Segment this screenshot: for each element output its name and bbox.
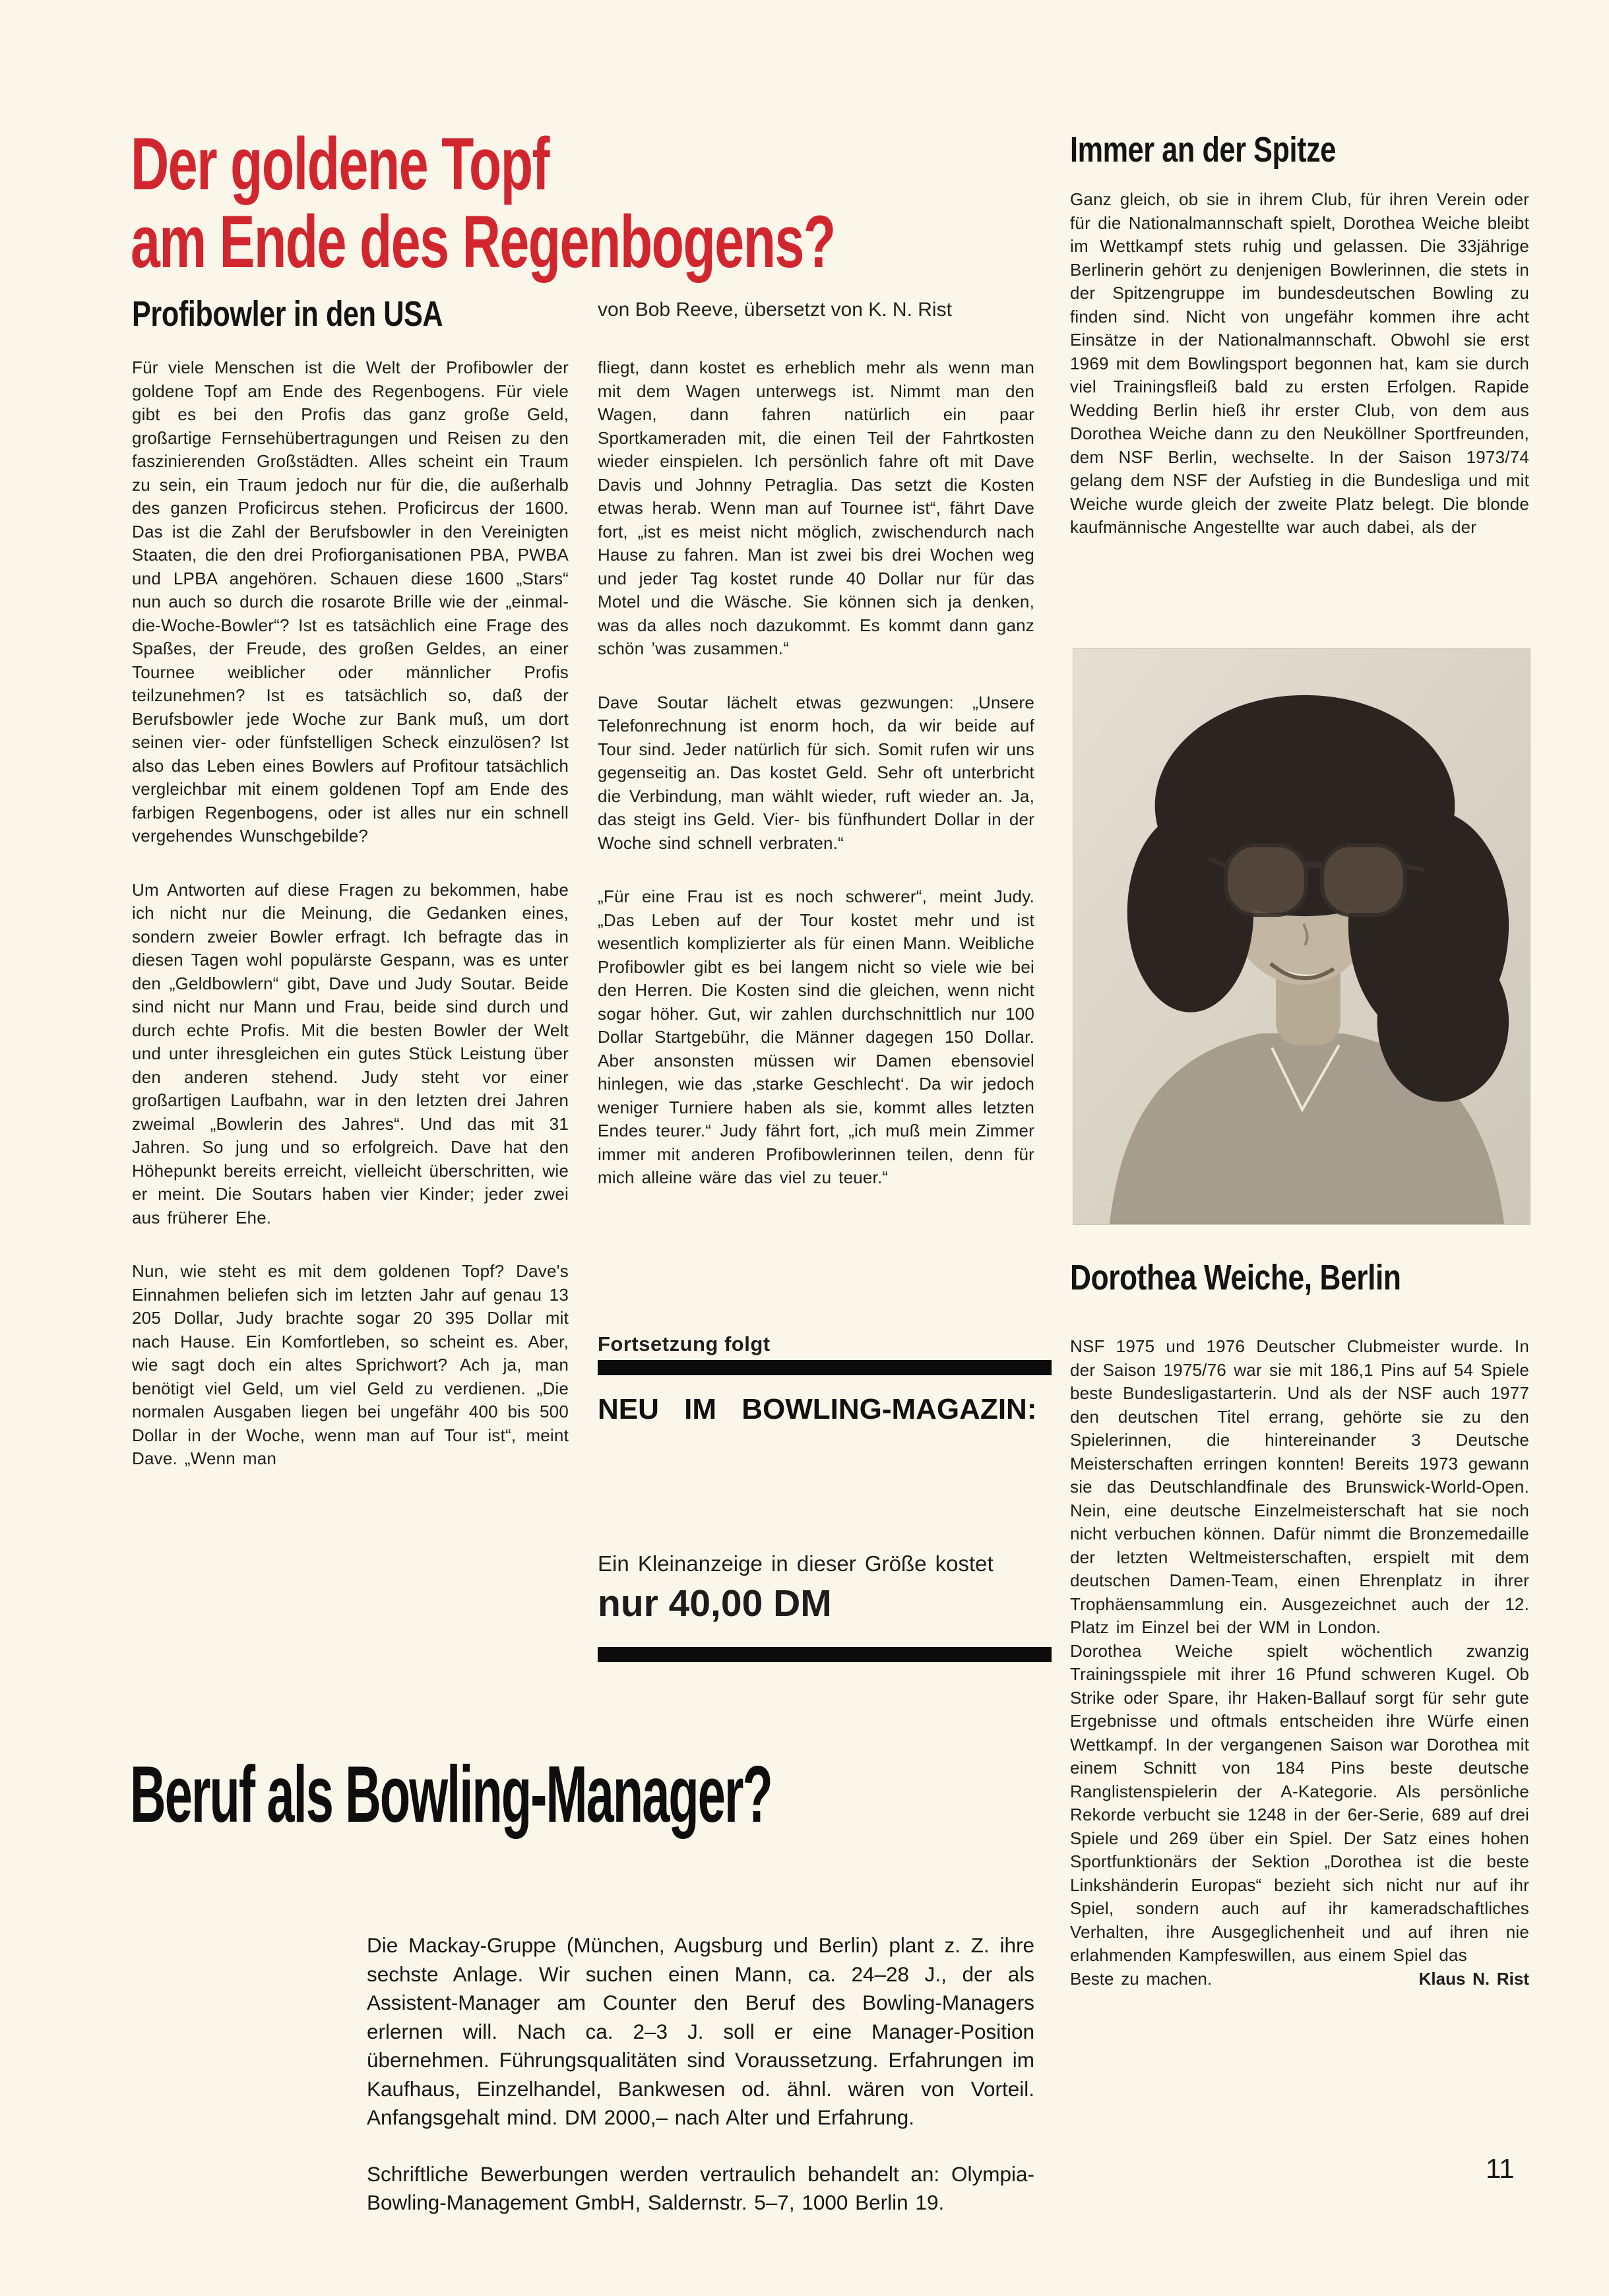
portrait-photo-graphic [1073, 649, 1530, 1224]
article-byline: von Bob Reeve, übersetzt von K. N. Rist [598, 299, 952, 321]
paragraph: NSF 1975 und 1976 Deutscher Clubmeister wurde. In der Saison 1975/76 war sie mit 186,1 Pins auf 54 Spiele beste Bundesligastarterin. Und als der NSF auch 1977 den deutschen Titel errang, gehörte sie zu den Spielerinnen, die hintereinander 3 Deutsche Meisterschaften erringen konnten! Bereits 1973 gewann sie das Deutschlandfinale des Brunswick-World-Open. Nein, eine deutsche Einzelmeisterschaft hat sie noch nicht verbuchen können. Dafür nimmt die Bronzemedaille der letzten Weltmeisterschaften, erspielt mit dem deutschen Damen-Team, einen Ehrenplatz in ihrer Trophäensammlung ein. Ausgezeichnet auch der 12. Platz im Einzel bei der WM in London. [1070, 1336, 1529, 1637]
job-ad-body [367, 1931, 1034, 2218]
promo-text: Ein Kleinanzeige in dieser Größe kostet [598, 1551, 994, 1576]
page-number: 11 [1486, 2153, 1515, 2184]
divider-bar-bottom [598, 1647, 1052, 1662]
promo-price: nur 40,00 DM [598, 1582, 832, 1625]
paragraph: Nun, wie steht es mit dem goldenen Topf? Dave's Einnahmen beliefen sich im letzten Jahr auf genau 13 205 Dollar, Judy brachte sogar 20 395 Dollar mit nach Hause. Ein Komfortleben, so scheint es. Aber, wie sagt doch ein altes Sprichwort? Ach ja, man benötigt viel Geld, um viel Geld zu verdienen. „Die normalen Ausgaben liegen bei ungefähr 400 bis 500 Dollar in der Woche, wenn man auf Tour ist“, meint Dave. „Wenn man [132, 1261, 569, 1468]
article-headline [131, 125, 835, 281]
continuation-note: Fortsetzung folgt [598, 1332, 771, 1355]
promo-heading: NEU IM BOWLING-MAGAZIN: [598, 1393, 1037, 1425]
article-column-1 [132, 356, 569, 1471]
paragraph: Die Mackay-Gruppe (München, Augsburg und Berlin) plant z. Z. ihre sechste Anlage. Wir suchen einen Mann, ca. 24–28 J., der als Assistent-Manager am Counter den Beruf des Bowling-Managers erlernen will. Nach ca. 2–3 J. soll er eine Manager-Position übernehmen. Führungsqualitäten sind Voraussetzung. Erfahrungen im Kaufhaus, Einzelhandel, Bankwesen od. ähnl. wären von Vorteil. Anfangsgehalt mind. DM 2000,– nach Alter und Erfahrung. [367, 1933, 1034, 2129]
headline-line-1: Der goldene Topf [131, 123, 550, 205]
profile-heading: Immer an der Spitze [1070, 130, 1336, 170]
signature-line [1070, 1968, 1529, 1991]
profile-column-bottom [1070, 1335, 1529, 1991]
article-column-2 [598, 356, 1034, 1326]
author-credit: Klaus N. Rist [1418, 1968, 1529, 1989]
job-ad-headline: Beruf als Bowling-Manager? [130, 1749, 772, 1839]
paragraph-end: Beste zu machen. [1070, 1968, 1213, 1989]
paragraph: Für viele Menschen ist die Welt der Profibowler der goldene Topf am Ende des Regenbogens. Für viele gibt es bei den Profis das ganz große Geld, großartige Fernsehübertragungen und Reisen zu den faszinierenden Großstädten. Alles scheint ein Traum zu sein, ein Traum jedoch nur für die, die außerhalb des ganzen Proficircus stehen. Proficircus der 1600. Das ist die Zahl der Berufsbowler in den Vereinigten Staaten, die den drei Profiorganisationen PBA, PWBA und LPBA angehören. Schauen diese 1600 „Stars“ nun auch so durch die rosarote Brille wie der „einmal-die-Woche-Bowler“? Ist es tatsächlich eine Frage des Spaßes, der Freude, des großen Geldes, an einer Tournee weiblicher oder männlicher Profis teilzunehmen? Ist es tatsächlich so, daß der Berufsbowler jede Woche zur Bank muß, um dort seinen vier- oder fünfstelligen Scheck einzulösen? Ist also das Leben eines Bowlers auf Profitour tatsächlich vergleichbar mit einem goldenen Topf am Ende des farbigen Regenbogens, oder ist alles nur ein schnell vergehendes Wunschgebilde? [132, 357, 569, 846]
headline-line-2: am Ende des Regenbogens? [131, 201, 835, 283]
paragraph: Um Antworten auf diese Fragen zu bekommen, habe ich nicht nur die Meinung, die Gedanken eines, sondern zweier Bowler erfragt. Ich befragte das in diesen Tagen wohl populärste Gespann, was es unter den „Geldbowlern“ gibt, Dave und Judy Soutar. Beide sind nicht nur Mann und Frau, beide sind durch und durch echte Profis. Mit die besten Bowler der Welt und unter ihresgleichen ein gutes Stück Leistung über den anderen stehend. Judy steht vor einer großartigen Laufbahn, war in den letzten drei Jahren zweimal „Bowlerin des Jahres“. Und das mit 31 Jahren. So jung und so erfolgreich. Dave hat den Höhepunkt bereits erreicht, vielleicht überschritten, wie er meint. Die Soutars haben vier Kinder; jeder zwei aus früherer Ehe. [132, 879, 569, 1227]
paragraph: Ganz gleich, ob sie in ihrem Club, für ihren Verein oder für die Nationalmannschaft spielt, Dorothea Weiche bleibt im Wettkampf stets ruhig und gelassen. Die 33jährige Berlinerin gehört zu denjenigen Bowlerinnen, die stets in der Spitzengruppe im bundesdeutschen Bowling zu finden sind. Nicht von ungefähr kommen ihre acht Einsätze in der Nationalmannschaft. Obwohl sie erst 1969 mit dem Bowlingsport begonnen hat, kam sie durch viel Trainingsfleiß bald zu ersten Erfolgen. Rapide Wedding Berlin hieß ihr erster Club, von dem aus Dorothea Weiche dann zu den Neuköllner Sportfreunden, dem NSF Berlin, wechselte. In der Saison 1973/74 gelang dem NSF der Aufstieg in die Bundesliga und mit Weiche wurde gleich der zweite Platz belegt. Die blonde kaufmännische Angestellte war auch dabei, als der [1070, 189, 1529, 537]
paragraph: fliegt, dann kostet es erheblich mehr als wenn man mit dem Wagen unterwegs ist. Nimmt man den Wagen, dann fahren natürlich ein paar Sportkameraden mit, die einen Teil der Fahrtkosten wieder einspielen. Ich persönlich fahre oft mit Dave Davis und Johnny Petraglia. Das setzt die Kosten etwas herab. Wenn man auf Tournee ist“, fährt Dave fort, „ist es meist nicht möglich, zwischendurch nach Hause zu fahren. Man ist zwei bis drei Wochen weg und jeder Tag kostet runde 40 Dollar nur für das Motel und die Wäsche. Sie können sich ja denken, was da alles noch dazukommt. Es kommt dann ganz schön ’was zusammen.“ [598, 357, 1034, 658]
profile-column-top [1070, 188, 1529, 646]
divider-bar-top [598, 1360, 1052, 1375]
paragraph: Dorothea Weiche spielt wöchentlich zwanzig Trainingsspiele mit ihrer 16 Pfund schweren Kugel. Ob Strike oder Spare, ihr Haken-Ballauf sorgt für sehr gute Ergebnisse und oftmals entscheiden ihre Würfe einen Wettkampf. In der vergangenen Saison war Dorothea mit einem Schnitt von 184 Pins beste deutsche Ranglistenspielerin der A-Kategorie. Als persönliche Rekorde verbucht sie 1248 in der 6er-Serie, 689 auf drei Spiele und 269 über ein Spiel. Der Satz eines hohen Sportfunktionärs der Sektion „Dorothea ist die beste Linkshänderin Europas“ bezieht sich nicht nur auf ihr Spiel, sondern auch auf ihr kameradschaftliches Verhalten, ihre Ausgeglichenheit und auf ihren nie erlahmenden Kampfeswillen, aus einem Spiel das [1070, 1640, 1529, 1965]
paragraph: Schriftliche Bewerbungen werden vertraulich behandelt an: Olympia-Bowling-Management GmbH, Saldernstr. 5–7, 1000 Berlin 19. [367, 2161, 1034, 2214]
portrait-photo [1073, 648, 1530, 1225]
paragraph: Dave Soutar lächelt etwas gezwungen: „Unsere Telefonrechnung ist enorm hoch, da wir beide auf Tour sind. Jeder natürlich für sich. Somit rufen wir uns gegenseitig an. Das kostet Geld. Sehr oft unterbricht die Verbindung, man wählt wieder, ruft wieder an. Ja, das steigt ins Geld. Vier- bis fünfhundert Dollar in der Woche sind schnell verbraten.“ [598, 692, 1034, 853]
paragraph: „Für eine Frau ist es noch schwerer“, meint Judy. „Das Leben auf der Tour kostet mehr und ist wesentlich komplizierter als für einen Mann. Weibliche Profibowler gibt es bei langem nicht so viele wie bei den Herren. Die Kosten sind die gleichen, wenn nicht sogar höher. Gut, wir zahlen durchschnittlich nur 100 Dollar Startgebühr, die Männer dagegen 150 Dollar. Aber ansonsten müssen wir Damen ebensoviel hinlegen, wie das ‚starke Geschlecht‘. Da wir jedoch weniger Turniere haben als sie, kommt alles letzten Endes teurer.“ Judy fährt fort, „ich muß mein Zimmer immer mit anderen Profibowlerinnen teilen, denn für mich alleine wäre das viel zu teuer.“ [598, 886, 1034, 1187]
article-subhead: Profibowler in den USA [132, 294, 443, 334]
photo-caption: Dorothea Weiche, Berlin [1070, 1258, 1401, 1297]
